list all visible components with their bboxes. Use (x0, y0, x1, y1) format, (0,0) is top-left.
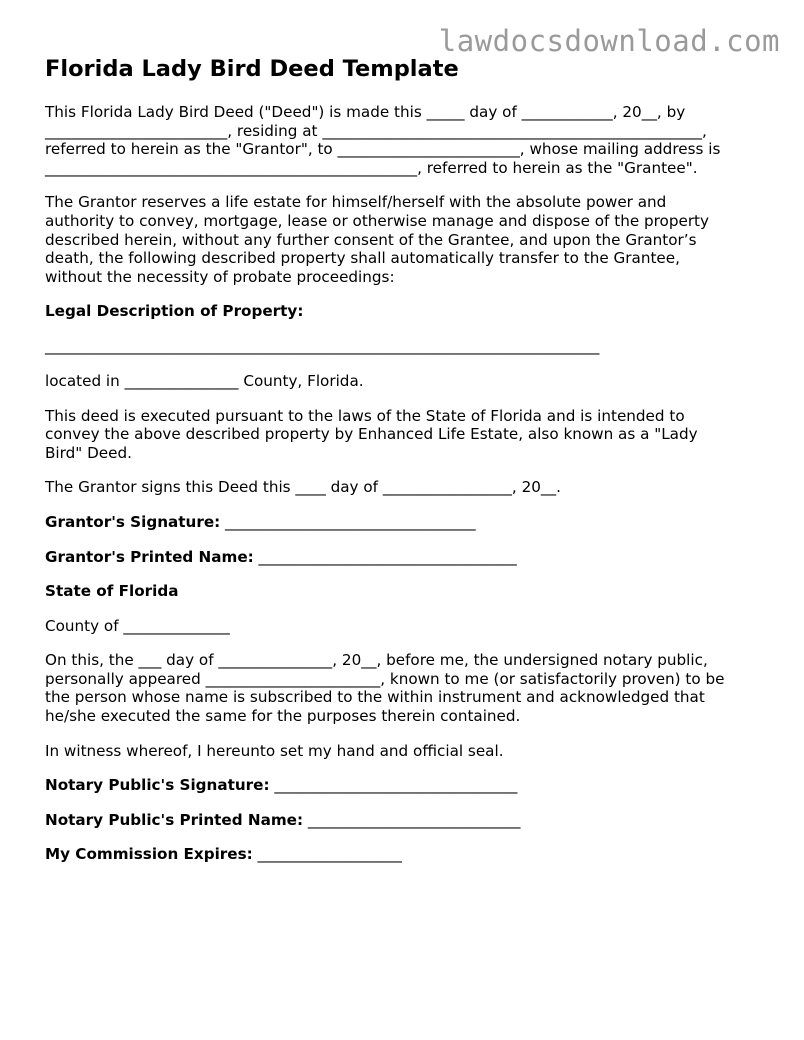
notary-signature-blank: ________________________________ (274, 776, 518, 795)
notary-line: he/she executed the same for the purposes therein contained. (45, 707, 521, 726)
notary-signature-label: Notary Public's Signature: (45, 776, 270, 795)
grantor-signature-label: Grantor's Signature: (45, 512, 221, 531)
intro-line: referred to herein as the "Grantor", to ________________________, whose mailing address is (45, 140, 721, 159)
document-body (45, 103, 765, 880)
grantor-signs-line: The Grantor signs this Deed this ____ day of _________________, 20__. (45, 478, 561, 497)
witness-line: In witness whereof, I hereunto set my hand and official seal. (45, 741, 504, 760)
state-heading: State of Florida (45, 582, 179, 601)
executed-line: This deed is executed pursuant to the laws of the State of Florida and is intended to (45, 406, 685, 425)
grantor-signature-blank: _________________________________ (225, 512, 476, 531)
grantor-printed-name-blank: __________________________________ (258, 547, 517, 566)
notary-line: the person whose name is subscribed to the within instrument and acknowledged that (45, 688, 705, 707)
notary-paragraph (45, 651, 765, 725)
grantor-printed-name-label: Grantor's Printed Name: (45, 547, 254, 566)
located-line: located in _______________ County, Florida. (45, 371, 364, 390)
notary-signature-field (45, 776, 765, 795)
life-estate-line: The Grantor reserves a life estate for himself/herself with the absolute power and (45, 193, 667, 212)
intro-paragraph (45, 103, 765, 177)
notary-printed-name-field (45, 811, 765, 830)
grantor-signature-field (45, 513, 765, 532)
grantor-printed-name-field (45, 548, 765, 567)
county-line: County of ______________ (45, 616, 230, 635)
legal-description-heading: Legal Description of Property: (45, 302, 304, 321)
life-estate-line: without the necessity of probate proceedings: (45, 267, 395, 286)
commission-expires-label: My Commission Expires: (45, 845, 253, 864)
life-estate-line: authority to convey, mortgage, lease or otherwise manage and dispose of the property (45, 211, 710, 230)
notary-printed-name-label: Notary Public's Printed Name: (45, 810, 304, 829)
commission-expires-field (45, 845, 765, 864)
legal-description-line: _________________________________________________________________________ (45, 336, 600, 355)
life-estate-line: death, the following described property shall automatically transfer to the Grantee, (45, 249, 680, 268)
intro-line: ________________________, residing at __________________________________________________, (45, 121, 707, 140)
life-estate-line: described herein, without any further consent of the Grantee, and upon the Grantor’s (45, 230, 697, 249)
page-title: Florida Lady Bird Deed Template (45, 56, 459, 82)
intro-line: _________________________________________________, referred to herein as the "Grantee". (45, 158, 698, 177)
notary-line: personally appeared _______________________, known to me (or satisfactorily proven) to be (45, 669, 725, 688)
executed-line: Bird" Deed. (45, 443, 132, 462)
notary-line: On this, the ___ day of _______________, 20__, before me, the undersigned notary public, (45, 651, 708, 670)
legal-description-field (45, 321, 765, 356)
executed-line: convey the above described property by Enhanced Life Estate, also known as a "Lady (45, 425, 698, 444)
notary-printed-name-blank: ____________________________ (307, 810, 521, 829)
intro-line: This Florida Lady Bird Deed ("Deed") is made this _____ day of ____________, 20__, by (45, 103, 686, 121)
executed-paragraph (45, 407, 765, 463)
life-estate-paragraph (45, 193, 765, 286)
commission-expires-blank: ___________________ (257, 845, 402, 864)
watermark: lawdocsdownload.com (438, 24, 780, 58)
